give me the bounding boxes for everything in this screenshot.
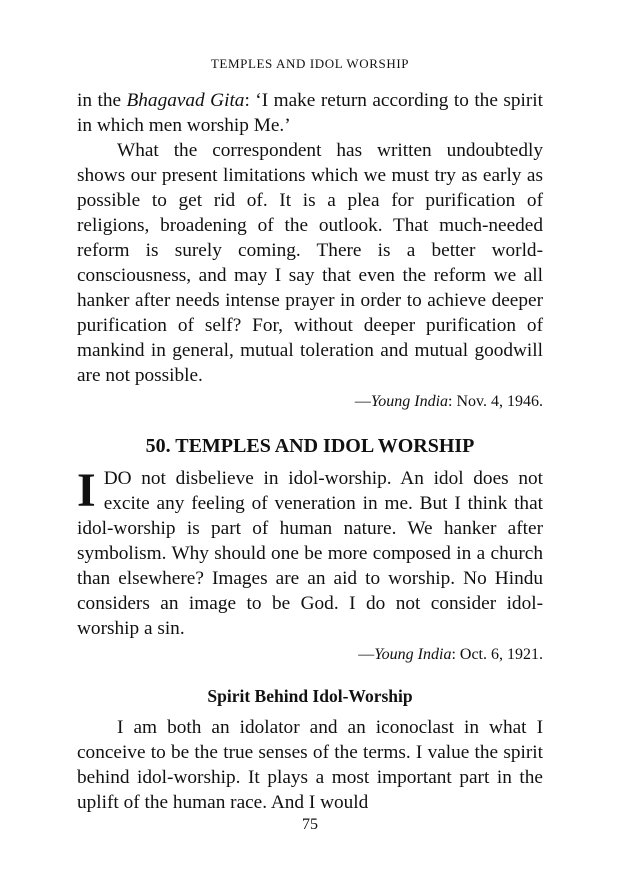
citation-date: : Oct. 6, 1921. [451,646,543,663]
section-paragraph-text: DO not disbelieve in idol-worship. An idol does not excite any feeling of veneration in me. But I think that idol-worship is part of human nature. We hanker after symbolism. Why should one be more composed in a church than elsewhere? Images are an aid to worship. No Hindu considers an image to be God. I do not consider idol-worship a sin. [77,468,543,639]
citation-dash: — [354,393,371,410]
drop-cap: I [77,464,96,517]
continuation-text-end: : ‘I make return according to the spirit in which men worship Me.’ [77,90,543,136]
subheading: Spirit Behind Idol-Worship [207,686,413,706]
citation-publication: Young India [374,646,452,663]
source-citation-1 [77,391,543,413]
citation-publication: Young India [370,393,449,410]
citation-dash: — [358,646,375,663]
paragraph-reform: What the correspondent has written undoubtedly shows our present limitations which we must try as early as possible to get rid of. It is a plea for purification of religions, broadening of the outlook. That much-needed reform is surely coming. There is a better world-consciousness, and may I say that even the reform we all hanker after needs intense prayer in order to achieve deeper purification of self? For, without deeper purification of mankind in general, mutual toleration and mutual goodwill are not possible. [77,140,543,386]
section-heading: 50. TEMPLES AND IDOL WORSHIP [145,435,475,457]
page-number: 75 [302,816,318,833]
citation-date: : Nov. 4, 1946. [448,393,543,410]
paragraph-idolator: I am both an idolator and an iconoclast in what I conceive to be the true senses of the terms. I value the spirit behind idol-worship. It plays a most important part in the uplift of the human race. And I would [77,717,543,813]
source-citation-2 [77,644,543,666]
continuation-text-start: in the [77,90,127,111]
continuation-paragraph [77,88,543,138]
section-paragraph [77,466,543,641]
page-body [77,88,543,815]
running-head: TEMPLES AND IDOL WORSHIP [210,56,410,71]
book-title: Bhagavad Gita [126,90,245,111]
